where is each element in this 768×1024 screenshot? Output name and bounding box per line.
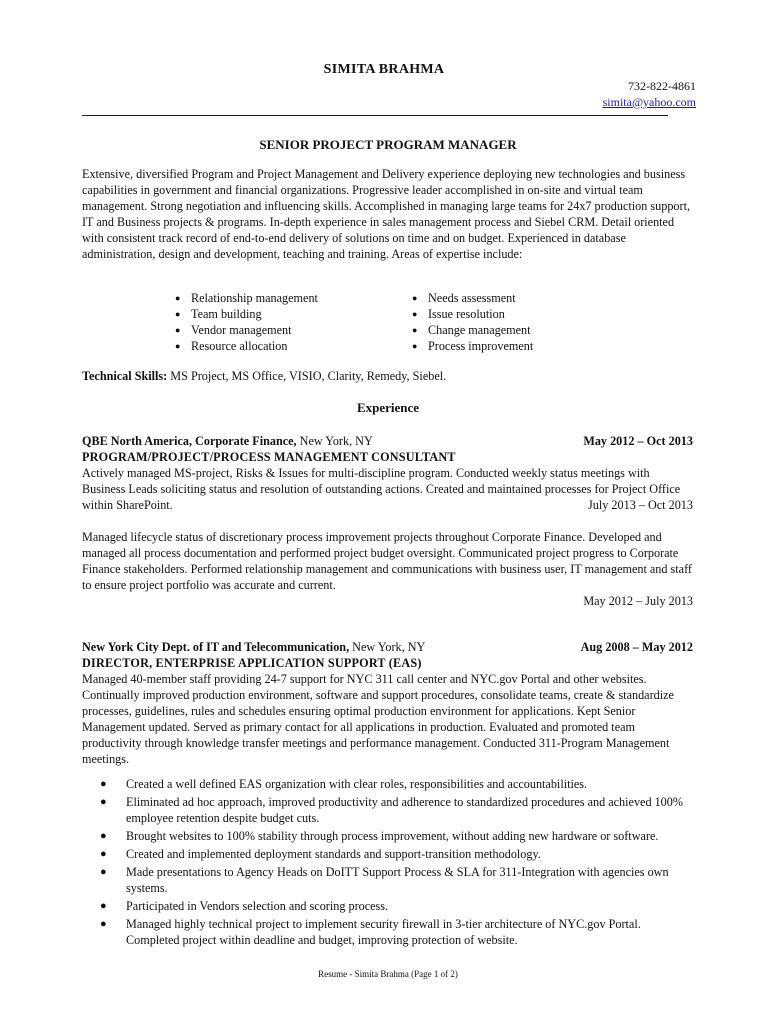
bullet-icon: ● [175, 309, 181, 319]
list-item: ● Brought websites to 100% stability through process improvement, without adding new hardware or software. [100, 829, 659, 843]
summary-paragraph: Extensive, diversified Program and Project Management and Delivery experience deploying new technologies and business capabilities in government and financial organizations. Progressive leader accomplished in on-site and virtual team management. Strong negotiation and influencing skills. Accomplished in managing large teams for 24x7 production support, IT and Business projects & programs. In-depth experience in sales management process and Siebel CRM. Detail oriented with consistent track record of end-to-end delivery of solutions on time and on budget. Experienced in database administration, design and development, teaching and training. Areas of expertise include: [82, 167, 691, 261]
technical-skills [82, 368, 446, 384]
experience-heading: Experience [356, 400, 420, 415]
bullet-icon: ● [412, 341, 418, 351]
email-link[interactable]: simita@yahoo.com [602, 95, 696, 109]
bullet-icon: ● [100, 778, 107, 790]
expertise-list [175, 290, 615, 354]
list-item: ● Created and implemented deployment standards and support-transition methodology. [100, 847, 541, 861]
expertise-item: ● Needs assessment [412, 291, 516, 305]
job-paragraph: Managed 40-member staff providing 24-7 support for NYC 311 call center and NYC.gov Portal and other websites. Continually improved production environment, software and support procedures, consolidate teams, create & standardize processes, guidelines, rules and schedules ensuring optimal production environment for applications. Kept Senior Management updated. Served as primary contact for all applications in production. Evaluated and promoted team productivity through knowledge transfer meetings and performance management. Conducted 311-Program Management meetings. [82, 672, 674, 766]
job-employer: QBE North America, Corporate Finance, [82, 434, 297, 448]
expertise-item: ● Vendor management [175, 323, 292, 337]
job-paragraph: Managed lifecycle status of discretionary process improvement projects throughout Corporate Finance. Developed and managed all process documentation and performed project budget oversight. Communicated project progress to Corporate Finance stakeholders. Performed relationship management and communications with business user, IT management and staff to ensure project portfolio was accurate and current. [82, 530, 692, 592]
bullet-icon: ● [100, 796, 107, 808]
expertise-item: ● Issue resolution [412, 307, 505, 321]
job-dates: Aug 2008 – May 2012 [580, 640, 693, 654]
page-footer: Resume - Simita Brahma (Page 1 of 2) [318, 969, 458, 979]
bullet-icon: ● [100, 900, 107, 912]
bullet-icon: ● [412, 309, 418, 319]
bullet-icon: ● [175, 325, 181, 335]
expertise-item: ● Resource allocation [175, 339, 288, 353]
bullet-icon: ● [412, 293, 418, 303]
header-divider [82, 115, 668, 116]
expertise-item: ● Team building [175, 307, 262, 321]
phone-number: 732-822-4861 [628, 79, 696, 93]
list-item: ● Managed highly technical project to implement security firewall in 3-tier architecture of NYC.gov Portal. Completed project within deadline and budget, improving protection of website. [100, 917, 641, 947]
achievement-list [100, 776, 692, 950]
bullet-icon: ● [175, 293, 181, 303]
list-item: ● Created a well defined EAS organization with clear roles, responsibilities and accountabilities. [100, 777, 588, 791]
bullet-icon: ● [100, 918, 107, 930]
expertise-item: ● Relationship management [175, 291, 318, 305]
job-entry-doitt [82, 639, 693, 767]
expertise-item: ● Process improvement [412, 339, 534, 353]
job-role: PROGRAM/PROJECT/PROCESS MANAGEMENT CONSULTANT [82, 450, 456, 464]
job-paragraph-date: May 2012 – July 2013 [583, 594, 693, 608]
job-dates: May 2012 – Oct 2013 [583, 434, 693, 448]
job-entry-qbe [82, 433, 693, 609]
list-item: ● Participated in Vendors selection and scoring process. [100, 899, 389, 913]
candidate-name: SIMITA BRAHMA [323, 62, 445, 77]
job-paragraph: Actively managed MS-project, Risks & Issues for multi-discipline program. Conducted weekly status meetings with Business Leads soliciting status and resolution of outstanding actions. Created and maintained processes for Project Office within SharePoint. [82, 466, 681, 512]
job-employer-line [82, 433, 373, 449]
contact-block [603, 78, 696, 110]
list-item: ● Eliminated ad hoc approach, improved productivity and adherence to standardized procedures and achieved 100% employee retention despite budget cuts. [100, 795, 684, 825]
job-employer: New York City Dept. of IT and Telecommunication, [82, 640, 350, 654]
job-role: DIRECTOR, ENTERPRISE APPLICATION SUPPORT (EAS) [82, 656, 422, 670]
job-paragraph-date: July 2013 – Oct 2013 [588, 498, 693, 512]
bullet-icon: ● [412, 325, 418, 335]
technical-skills-value: MS Project, MS Office, VISIO, Clarity, Remedy, Siebel. [170, 369, 447, 383]
job-location: New York, NY [299, 434, 373, 448]
expertise-item: ● Change management [412, 323, 531, 337]
bullet-icon: ● [175, 341, 181, 351]
bullet-icon: ● [100, 848, 107, 860]
job-location: New York, NY [352, 640, 426, 654]
list-item: ● Made presentations to Agency Heads on DoITT Support Process & SLA for 311-Integration with agencies own systems. [100, 865, 669, 895]
bullet-icon: ● [100, 866, 107, 878]
bullet-icon: ● [100, 830, 107, 842]
technical-skills-label: Technical Skills: [82, 369, 168, 383]
job-employer-line [82, 639, 425, 655]
resume-title: SENIOR PROJECT PROGRAM MANAGER [259, 137, 517, 152]
